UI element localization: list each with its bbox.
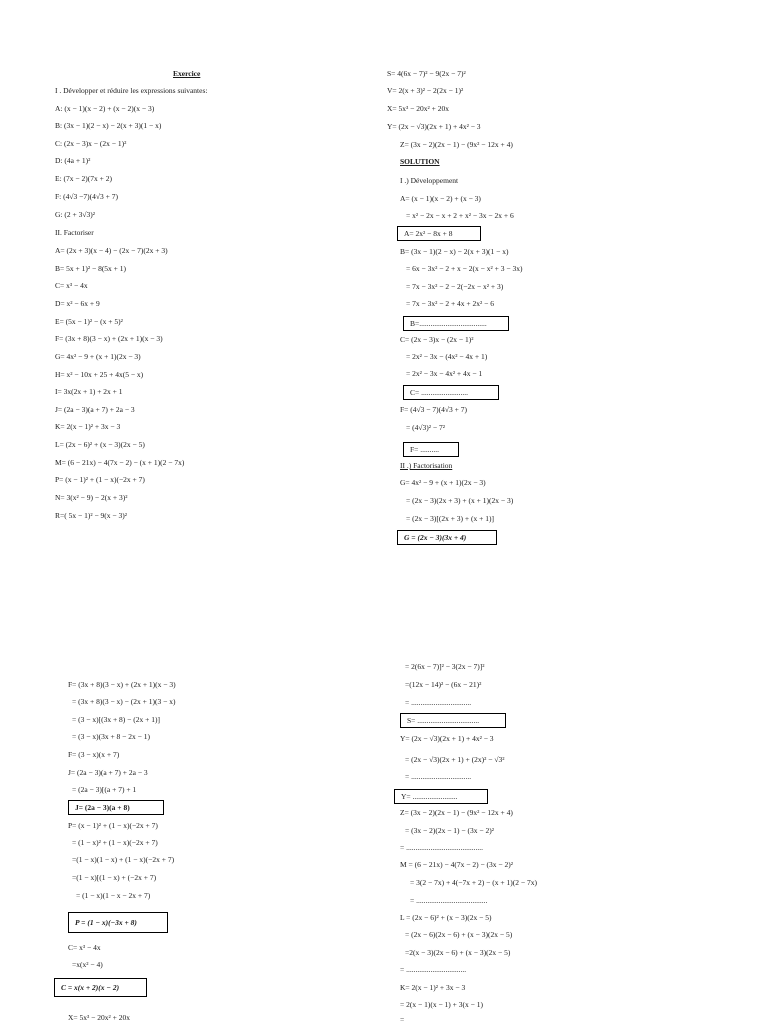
solution-F-line2: = (4√3)² − 7²: [406, 423, 445, 432]
solution-G-line2: = (2x − 3)(2x + 3) + (x + 1)(2x − 3): [406, 496, 514, 505]
page2-S-result[interactable]: S= .................................: [400, 713, 506, 728]
solution-C-line1: C= (2x − 3)x − (2x − 1)²: [400, 335, 474, 344]
page2-Z-line2: = (3x − 2)(2x − 1) − (3x − 2)²: [405, 826, 495, 835]
page2-L-line4: = ................................: [400, 965, 467, 974]
page2-C-line1: C= x³ − 4x: [68, 943, 101, 952]
solution-B-line1: B= (3x − 1)(2 − x) − 2(x + 3)(1 − x): [400, 247, 509, 256]
page2-S-line3: = ................................: [405, 698, 472, 707]
factor-K: K= 2(x − 1)² + 3x − 3: [55, 422, 121, 431]
solution-G-result: G = (2x − 3)(3x + 4): [397, 530, 497, 545]
solution-F-result[interactable]: F= ..........: [403, 442, 459, 457]
exercise-D: D: (4a + 1)²: [55, 156, 91, 165]
factor-D: D= x² − 6x + 9: [55, 299, 100, 308]
solution-heading: SOLUTION: [400, 157, 440, 166]
exercise-Y: Y= (2x − √3)(2x + 1) + 4x² − 3: [387, 122, 481, 131]
solution-C-line2: = 2x² − 3x − (4x² − 4x + 1): [406, 352, 488, 361]
page2-P-line4: =(1 − x)[(1 − x) + (−2x + 7): [72, 873, 157, 882]
exercise-F: F: (4√3 −7)(4√3 + 7): [55, 192, 118, 201]
factor-P: P= (x − 1)² + (1 − x)(−2x + 7): [55, 475, 145, 484]
exercise-X: X= 5x³ − 20x² + 20x: [387, 104, 449, 113]
factor-E: E= (5x − 1)² − (x + 5)²: [55, 317, 123, 326]
page2-C-line2: =x(x² − 4): [72, 960, 103, 969]
page2-P-result: P = (1 − x)(−3x + 8): [68, 912, 168, 933]
solution-B-result[interactable]: B=....................................: [403, 316, 509, 331]
page2-F-line4: = (3 − x)(3x + 8 − 2x − 1): [72, 732, 151, 741]
exercise-E: E: (7x − 2)(7x + 2): [55, 174, 112, 183]
page2-X-line1: X= 5x³ − 20x² + 20x: [68, 1013, 130, 1022]
factor-G: G= 4x² − 9 + (x + 1)(2x − 3): [55, 352, 141, 361]
page2-F-result: F= (3 − x)(x + 7): [68, 750, 120, 759]
page2-M-line3: = ......................................: [410, 896, 488, 905]
solution-A-line2: = x² − 2x − x + 2 + x² − 3x − 2x + 6: [406, 211, 514, 220]
factor-F: F= (3x + 8)(3 − x) + (2x + 1)(x − 3): [55, 334, 163, 343]
exercise-S: S= 4(6x − 7)² − 9(2x − 7)²: [387, 69, 466, 78]
exercise-Z: Z= (3x − 2)(2x − 1) − (9x² − 12x + 4): [400, 140, 513, 149]
page2-S-line2: =(12x − 14)² − (6x − 21)²: [405, 680, 482, 689]
page2-P-line3: =(1 − x)(1 − x) + (1 − x)(−2x + 7): [72, 855, 175, 864]
page2-Y-result[interactable]: Y= ........................: [394, 789, 488, 804]
factor-M: M= (6 − 21x) − 4(7x − 2) − (x + 1)(2 − 7x): [55, 458, 185, 467]
page2-L-line1: L = (2x − 6)² + (x − 3)(2x − 5): [400, 913, 492, 922]
exercise-V: V= 2(x + 3)² − 2(2x − 1)²: [387, 86, 464, 95]
exercise-C: C: (2x − 3)x − (2x − 1)²: [55, 139, 127, 148]
factor-B: B= 5x + 1)² − 8(5x + 1): [55, 264, 127, 273]
page2-Y-line2: = (2x − √3)(2x + 1) + (2x)² − √3²: [405, 755, 505, 764]
page2-M-line2: = 3(2 − 7x) + 4(−7x + 2) − (x + 1)(2 − 7x): [410, 878, 537, 887]
page2-K-line2: = 2(x − 1)(x − 1) + 3(x − 1): [400, 1000, 484, 1009]
page2-F-line2: = (3x + 8)(3 − x) − (2x + 1)(3 − x): [72, 697, 176, 706]
exercise-B: B: (3x − 1)(2 − x) − 2(x + 3)(1 − x): [55, 121, 162, 130]
page2-S-line1: = 2(6x − 7)]² − 3(2x − 7)]²: [405, 662, 485, 671]
solution-A-line1: A= (x − 1)(x − 2) + (x − 3): [400, 194, 481, 203]
factor-H: H= x² − 10x + 25 + 4x(5 − x): [55, 370, 144, 379]
page2-K-line3: =: [400, 1015, 405, 1024]
factor-J: J= (2a − 3)(a + 7) + 2a − 3: [55, 405, 135, 414]
solution-F-line1: F= (4√3 − 7)(4√3 + 7): [400, 405, 467, 414]
page2-F-line1: F= (3x + 8)(3 − x) + (2x + 1)(x − 3): [68, 680, 176, 689]
page2-L-line3: =2(x − 3)(2x − 6) + (x − 3)(2x − 5): [405, 948, 511, 957]
page2-J-line2: = (2a − 3)[(a + 7) + 1: [72, 785, 137, 794]
page2-K-line1: K= 2(x − 1)² + 3x − 3: [400, 983, 466, 992]
page2-L-line2: = (2x − 6)(2x − 6) + (x − 3)(2x − 5): [405, 930, 513, 939]
factor-I: I= 3x(2x + 1) + 2x + 1: [55, 387, 123, 396]
solution-G-line1: G= 4x² − 9 + (x + 1)(2x − 3): [400, 478, 486, 487]
solution-B-line2: = 6x − 3x² − 2 + x − 2(x − x² + 3 − 3x): [406, 264, 523, 273]
development-heading: I .) Développement: [400, 176, 459, 185]
solution-C-line3: = 2x² − 3x − 4x² + 4x − 1: [406, 369, 483, 378]
page2-M-line1: M = (6 − 21x) − 4(7x − 2) − (3x − 2)²: [400, 860, 514, 869]
solution-B-line3: = 7x − 3x² − 2 − 2(−2x − x² + 3): [406, 282, 504, 291]
factor-A: A= (2x + 3)(x − 4) − (2x − 7)(2x + 3): [55, 246, 168, 255]
page2-Z-line1: Z= (3x − 2)(2x − 1) − (9x² − 12x + 4): [400, 808, 513, 817]
factor-L: L= (2x − 6)² + (x − 3)(2x − 5): [55, 440, 145, 449]
page2-Y-line3: = ................................: [405, 772, 472, 781]
exercise-title: Exercice: [173, 69, 201, 78]
page2-Z-line3: = .........................................: [400, 843, 483, 852]
exercise-G: G: (2 + 3√3)²: [55, 210, 95, 219]
page2-F-line3: = (3 − x)[(3x + 8) − (2x + 1)]: [72, 715, 161, 724]
part-two-heading: II. Factoriser: [55, 228, 94, 237]
factor-N: N= 3(x² − 9) − 2(x + 3)²: [55, 493, 128, 502]
factor-C: C= x³ − 4x: [55, 281, 88, 290]
exercise-A: A: (x − 1)(x − 2) + (x − 2)(x − 3): [55, 104, 155, 113]
page2-P-line5: = (1 − x)(1 − x − 2x + 7): [76, 891, 151, 900]
page2-P-line1: P= (x − 1)² + (1 − x)(−2x + 7): [68, 821, 158, 830]
page2-P-line2: = (1 − x)² + (1 − x)(−2x + 7): [72, 838, 158, 847]
factorisation-heading: II .) Factorisation: [400, 461, 453, 470]
page2-Y-line1: Y= (2x − √3)(2x + 1) + 4x² − 3: [400, 734, 494, 743]
factor-R: R=( 5x − 1)² − 9(x − 3)²: [55, 511, 128, 520]
part-one-heading: I . Développer et réduire les expressions suivantes:: [55, 86, 208, 95]
solution-A-result: A= 2x² − 8x + 8: [397, 226, 481, 241]
page2-J-result: J= (2a − 3)(a + 8): [68, 800, 164, 815]
solution-B-line4: = 7x − 3x² − 2 + 4x + 2x² − 6: [406, 299, 495, 308]
page2-J-line1: J= (2a − 3)(a + 7) + 2a − 3: [68, 768, 148, 777]
solution-G-line3: = (2x − 3)[(2x + 3) + (x + 1)]: [406, 514, 495, 523]
page2-C-result: C = x(x + 2)(x − 2): [54, 978, 147, 997]
solution-C-result[interactable]: C= .........................: [403, 385, 499, 400]
